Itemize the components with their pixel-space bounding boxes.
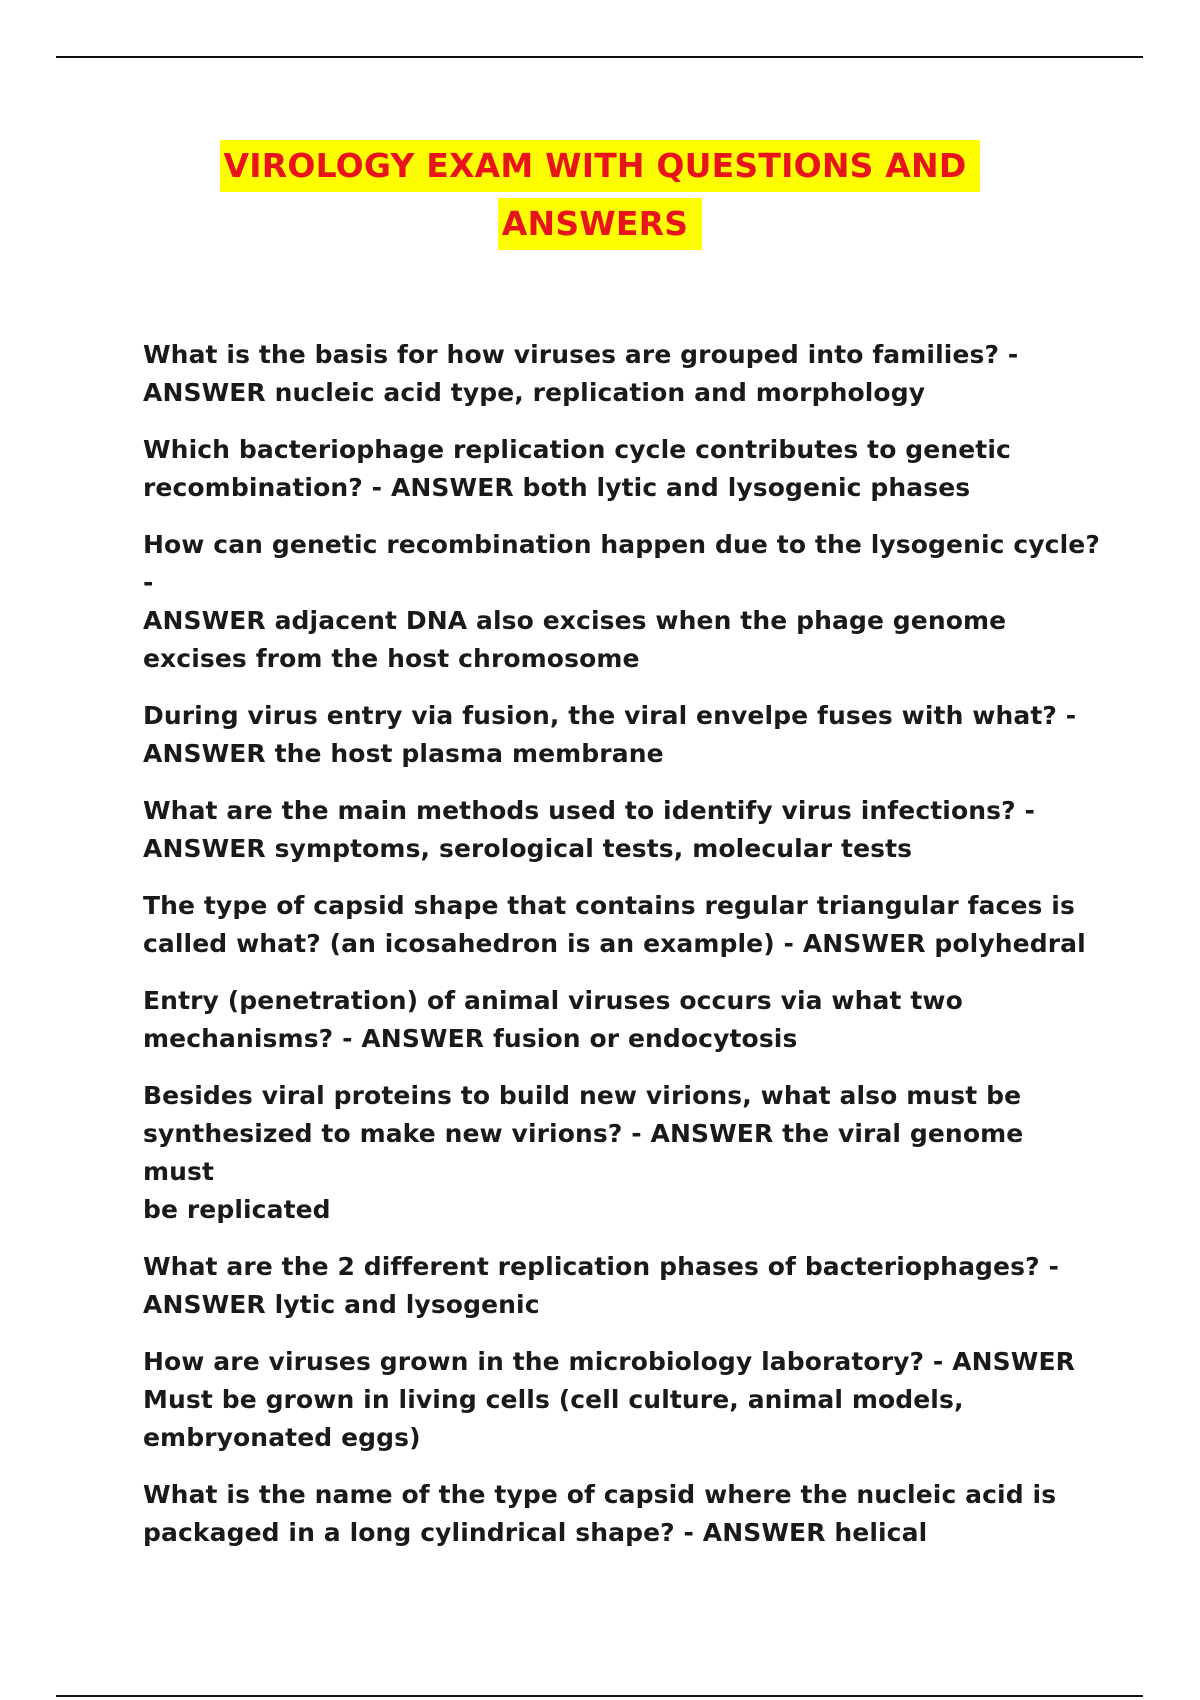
qa-item: What are the 2 different replication phases of bacteriophages? - ANSWER lytic and lysogenic xyxy=(143,1252,1059,1319)
bottom-divider xyxy=(56,1695,1143,1697)
qa-item: How are viruses grown in the microbiology laboratory? - ANSWER Must be grown in living cells (cell culture, animal models, embryonated eggs) xyxy=(143,1347,1075,1452)
qa-item: What are the main methods used to identify virus infections? - ANSWER symptoms, serological tests, molecular tests xyxy=(143,796,1035,863)
qa-item: Entry (penetration) of animal viruses occurs via what two mechanisms? - ANSWER fusion or endocytosis xyxy=(143,986,963,1053)
title-line-1: VIROLOGY EXAM WITH QUESTIONS AND xyxy=(220,140,981,192)
top-divider xyxy=(56,56,1143,58)
qa-item: What is the name of the type of capsid where the nucleic acid is packaged in a long cylindrical shape? - ANSWER helical xyxy=(143,1480,1057,1547)
qa-item: Besides viral proteins to build new virions, what also must be synthesized to make new virions? - ANSWER the viral genome must be replicated xyxy=(143,1081,1024,1224)
qa-item: Which bacteriophage replication cycle contributes to genetic recombination? - ANSWER both lytic and lysogenic phases xyxy=(143,435,1011,502)
qa-item: During virus entry via fusion, the viral envelpe fuses with what? - ANSWER the host plasma membrane xyxy=(143,701,1077,768)
qa-list xyxy=(143,336,1103,1571)
qa-item: How can genetic recombination happen due to the lysogenic cycle? - ANSWER adjacent DNA also excises when the phage genome excises from the host chromosome xyxy=(143,530,1100,673)
page-title xyxy=(0,140,1200,256)
qa-item: The type of capsid shape that contains regular triangular faces is called what? (an icosahedron is an example) - ANSWER polyhedral xyxy=(143,891,1086,958)
qa-item: What is the basis for how viruses are grouped into families? - ANSWER nucleic acid type, replication and morphology xyxy=(143,340,1019,407)
title-line-2: ANSWERS xyxy=(498,198,702,250)
